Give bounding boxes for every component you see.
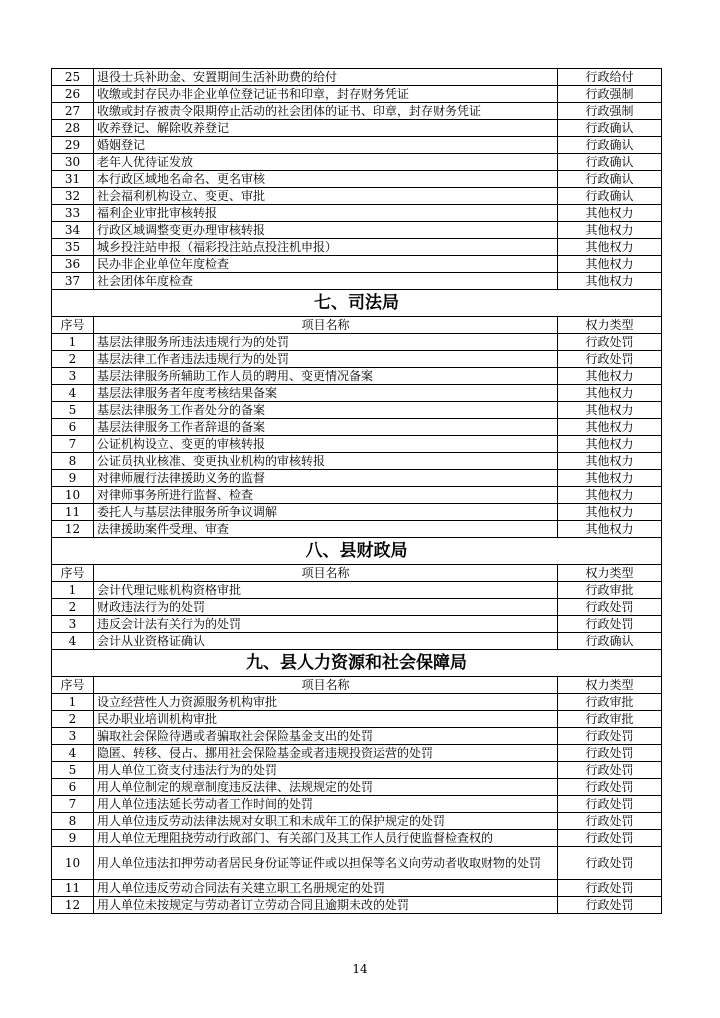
page-number: 14 xyxy=(352,962,368,976)
section-title-row xyxy=(52,650,662,677)
table-row xyxy=(52,402,662,419)
table-body xyxy=(52,69,662,914)
power-type: 其他权力 xyxy=(558,504,662,521)
table-row xyxy=(52,599,662,616)
row-number: 7 xyxy=(52,436,94,453)
row-number: 1 xyxy=(52,582,94,599)
item-name: 设立经营性人力资源服务机构审批 xyxy=(94,694,558,711)
table-row xyxy=(52,504,662,521)
table-row xyxy=(52,419,662,436)
row-number: 29 xyxy=(52,137,94,154)
table-row xyxy=(52,521,662,538)
row-number: 36 xyxy=(52,256,94,273)
item-name: 行政区域调整变更办理审核转报 xyxy=(94,222,558,239)
table-row xyxy=(52,273,662,290)
header-name: 项目名称 xyxy=(94,677,558,694)
row-number: 4 xyxy=(52,633,94,650)
item-name: 公证员执业核准、变更执业机构的审核转报 xyxy=(94,453,558,470)
item-name: 会计从业资格证确认 xyxy=(94,633,558,650)
power-type: 其他权力 xyxy=(558,419,662,436)
power-type: 行政处罚 xyxy=(558,351,662,368)
table-row xyxy=(52,633,662,650)
power-type: 行政处罚 xyxy=(558,599,662,616)
power-type: 其他权力 xyxy=(558,368,662,385)
power-type: 其他权力 xyxy=(558,222,662,239)
item-name: 对律师事务所进行监督、检查 xyxy=(94,487,558,504)
row-number: 33 xyxy=(52,205,94,222)
row-number: 2 xyxy=(52,599,94,616)
row-number: 25 xyxy=(52,69,94,86)
item-name: 用人单位违法扣押劳动者居民身份证等证件或以担保等名义向劳动者收取财物的处罚 xyxy=(94,847,558,880)
row-number: 1 xyxy=(52,334,94,351)
section-title-row xyxy=(52,290,662,317)
row-number: 35 xyxy=(52,239,94,256)
power-type: 其他权力 xyxy=(558,521,662,538)
power-type: 其他权力 xyxy=(558,453,662,470)
table-row xyxy=(52,762,662,779)
header-type: 权力类型 xyxy=(558,565,662,582)
item-name: 违反会计法有关行为的处罚 xyxy=(94,616,558,633)
header-num: 序号 xyxy=(52,677,94,694)
row-number: 5 xyxy=(52,402,94,419)
row-number: 6 xyxy=(52,419,94,436)
table-row xyxy=(52,847,662,880)
item-name: 对律师履行法律援助义务的监督 xyxy=(94,470,558,487)
row-number: 31 xyxy=(52,171,94,188)
table-row xyxy=(52,582,662,599)
table-row xyxy=(52,137,662,154)
row-number: 8 xyxy=(52,813,94,830)
row-number: 8 xyxy=(52,453,94,470)
column-header-row xyxy=(52,677,662,694)
item-name: 基层法律工作者违法违规行为的处罚 xyxy=(94,351,558,368)
power-type: 其他权力 xyxy=(558,256,662,273)
item-name: 福利企业审批审核转报 xyxy=(94,205,558,222)
item-name: 收养登记、解除收养登记 xyxy=(94,120,558,137)
power-type: 行政确认 xyxy=(558,188,662,205)
item-name: 法律援助案件受理、审查 xyxy=(94,521,558,538)
table-row xyxy=(52,487,662,504)
section-title-row xyxy=(52,538,662,565)
row-number: 7 xyxy=(52,796,94,813)
row-number: 3 xyxy=(52,368,94,385)
power-type: 其他权力 xyxy=(558,436,662,453)
row-number: 9 xyxy=(52,830,94,847)
row-number: 26 xyxy=(52,86,94,103)
item-name: 基层法律服务者年度考核结果备案 xyxy=(94,385,558,402)
item-name: 公证机构设立、变更的审核转报 xyxy=(94,436,558,453)
table-row xyxy=(52,86,662,103)
power-type: 行政强制 xyxy=(558,103,662,120)
item-name: 委托人与基层法律服务所争议调解 xyxy=(94,504,558,521)
item-name: 骗取社会保险待遇或者骗取社会保险基金支出的处罚 xyxy=(94,728,558,745)
power-type: 行政处罚 xyxy=(558,779,662,796)
table-row xyxy=(52,103,662,120)
power-type: 其他权力 xyxy=(558,487,662,504)
row-number: 10 xyxy=(52,487,94,504)
table-row xyxy=(52,897,662,914)
power-type: 行政审批 xyxy=(558,582,662,599)
table-row xyxy=(52,334,662,351)
power-type: 行政审批 xyxy=(558,711,662,728)
power-type: 行政确认 xyxy=(558,633,662,650)
section-title: 九、县人力资源和社会保障局 xyxy=(52,650,662,677)
table-row xyxy=(52,880,662,897)
item-name: 民办非企业单位年度检查 xyxy=(94,256,558,273)
row-number: 12 xyxy=(52,897,94,914)
table-row xyxy=(52,205,662,222)
item-name: 隐匿、转移、侵占、挪用社会保险基金或者违规投资运营的处罚 xyxy=(94,745,558,762)
power-type: 行政强制 xyxy=(558,86,662,103)
power-type: 行政确认 xyxy=(558,171,662,188)
item-name: 婚姻登记 xyxy=(94,137,558,154)
item-name: 民办职业培训机构审批 xyxy=(94,711,558,728)
item-name: 老年人优待证发放 xyxy=(94,154,558,171)
power-list-table xyxy=(51,68,662,914)
item-name: 用人单位无理阻挠劳动行政部门、有关部门及其工作人员行使监督检查权的 xyxy=(94,830,558,847)
section-title: 七、司法局 xyxy=(52,290,662,317)
header-type: 权力类型 xyxy=(558,317,662,334)
row-number: 30 xyxy=(52,154,94,171)
row-number: 5 xyxy=(52,762,94,779)
column-header-row xyxy=(52,317,662,334)
item-name: 基层法律服务工作者辞退的备案 xyxy=(94,419,558,436)
row-number: 37 xyxy=(52,273,94,290)
row-number: 4 xyxy=(52,385,94,402)
table-row xyxy=(52,830,662,847)
table-row xyxy=(52,188,662,205)
row-number: 1 xyxy=(52,694,94,711)
row-number: 10 xyxy=(52,847,94,880)
row-number: 2 xyxy=(52,351,94,368)
row-number: 2 xyxy=(52,711,94,728)
item-name: 社会团体年度检查 xyxy=(94,273,558,290)
power-type: 行政处罚 xyxy=(558,334,662,351)
item-name: 用人单位违反劳动合同法有关建立职工名册规定的处罚 xyxy=(94,880,558,897)
power-type: 行政处罚 xyxy=(558,796,662,813)
table-row xyxy=(52,711,662,728)
column-header-row xyxy=(52,565,662,582)
table-row xyxy=(52,120,662,137)
item-name: 基层法律服务所辅助工作人员的聘用、变更情况备案 xyxy=(94,368,558,385)
item-name: 基层法律服务所违法违规行为的处罚 xyxy=(94,334,558,351)
table-row xyxy=(52,256,662,273)
table-row xyxy=(52,453,662,470)
header-type: 权力类型 xyxy=(558,677,662,694)
table-row xyxy=(52,796,662,813)
power-type: 行政处罚 xyxy=(558,897,662,914)
power-type: 行政给付 xyxy=(558,69,662,86)
power-type: 行政审批 xyxy=(558,694,662,711)
power-type: 行政处罚 xyxy=(558,847,662,880)
row-number: 11 xyxy=(52,504,94,521)
power-type: 其他权力 xyxy=(558,205,662,222)
item-name: 收缴或封存民办非企业单位登记证书和印章，封存财务凭证 xyxy=(94,86,558,103)
item-name: 社会福利机构设立、变更、审批 xyxy=(94,188,558,205)
power-type: 行政处罚 xyxy=(558,728,662,745)
table-row xyxy=(52,385,662,402)
header-num: 序号 xyxy=(52,565,94,582)
power-type: 行政处罚 xyxy=(558,830,662,847)
table-row xyxy=(52,222,662,239)
row-number: 6 xyxy=(52,779,94,796)
table-row xyxy=(52,616,662,633)
table-row xyxy=(52,813,662,830)
item-name: 用人单位未按规定与劳动者订立劳动合同且逾期未改的处罚 xyxy=(94,897,558,914)
row-number: 32 xyxy=(52,188,94,205)
table-row xyxy=(52,351,662,368)
power-type: 行政处罚 xyxy=(558,745,662,762)
row-number: 27 xyxy=(52,103,94,120)
item-name: 收缴或封存被责令限期停止活动的社会团体的证书、印章，封存财务凭证 xyxy=(94,103,558,120)
table-row xyxy=(52,436,662,453)
power-type: 其他权力 xyxy=(558,239,662,256)
row-number: 3 xyxy=(52,616,94,633)
item-name: 城乡投注站申报（福彩投注站点投注机申报） xyxy=(94,239,558,256)
table-row xyxy=(52,694,662,711)
header-name: 项目名称 xyxy=(94,565,558,582)
power-type: 行政处罚 xyxy=(558,880,662,897)
row-number: 9 xyxy=(52,470,94,487)
power-type: 其他权力 xyxy=(558,402,662,419)
table-row xyxy=(52,239,662,256)
header-name: 项目名称 xyxy=(94,317,558,334)
section-title: 八、县财政局 xyxy=(52,538,662,565)
item-name: 用人单位违法延长劳动者工作时间的处罚 xyxy=(94,796,558,813)
power-type: 行政处罚 xyxy=(558,762,662,779)
row-number: 12 xyxy=(52,521,94,538)
item-name: 用人单位工资支付违法行为的处罚 xyxy=(94,762,558,779)
table-row xyxy=(52,470,662,487)
row-number: 3 xyxy=(52,728,94,745)
power-type: 行政确认 xyxy=(558,120,662,137)
row-number: 4 xyxy=(52,745,94,762)
table-row xyxy=(52,171,662,188)
item-name: 财政违法行为的处罚 xyxy=(94,599,558,616)
table-row xyxy=(52,368,662,385)
item-name: 本行政区域地名命名、更名审核 xyxy=(94,171,558,188)
row-number: 34 xyxy=(52,222,94,239)
table-row xyxy=(52,779,662,796)
power-type: 行政确认 xyxy=(558,137,662,154)
power-type: 行政处罚 xyxy=(558,813,662,830)
power-type: 其他权力 xyxy=(558,273,662,290)
power-type: 行政处罚 xyxy=(558,616,662,633)
table-row xyxy=(52,69,662,86)
power-type: 其他权力 xyxy=(558,385,662,402)
item-name: 用人单位制定的规章制度违反法律、法规规定的处罚 xyxy=(94,779,558,796)
table-row xyxy=(52,728,662,745)
header-num: 序号 xyxy=(52,317,94,334)
row-number: 28 xyxy=(52,120,94,137)
power-type: 其他权力 xyxy=(558,470,662,487)
table-row xyxy=(52,745,662,762)
row-number: 11 xyxy=(52,880,94,897)
item-name: 会计代理记账机构资格审批 xyxy=(94,582,558,599)
power-type: 行政确认 xyxy=(558,154,662,171)
item-name: 基层法律服务工作者处分的备案 xyxy=(94,402,558,419)
item-name: 用人单位违反劳动法律法规对女职工和未成年工的保护规定的处罚 xyxy=(94,813,558,830)
table-row xyxy=(52,154,662,171)
item-name: 退役士兵补助金、安置期间生活补助费的给付 xyxy=(94,69,558,86)
